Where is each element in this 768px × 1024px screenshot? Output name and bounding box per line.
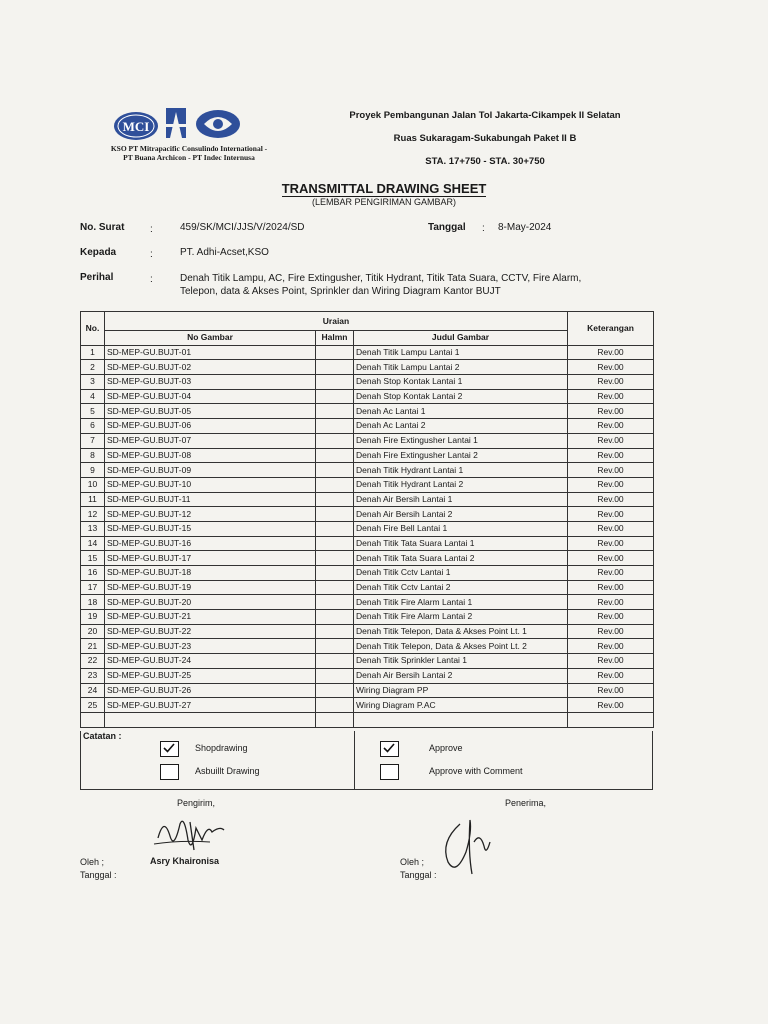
checkmark-icon bbox=[383, 743, 395, 753]
row-number: 9 bbox=[81, 463, 105, 478]
halmn-cell bbox=[316, 404, 354, 419]
catatan-label: Catatan : bbox=[83, 731, 122, 741]
table-row bbox=[81, 507, 654, 522]
drawing-code: SD-MEP-GU.BUJT-04 bbox=[105, 389, 316, 404]
halmn-cell bbox=[316, 360, 354, 375]
drawing-title: Denah Titik Fire Alarm Lantai 1 bbox=[354, 595, 568, 610]
table-row bbox=[81, 639, 654, 654]
revision: Rev.00 bbox=[568, 610, 654, 625]
halmn-cell bbox=[316, 419, 354, 434]
mci-logo-text: MCI bbox=[122, 119, 150, 134]
row-number: 12 bbox=[81, 507, 105, 522]
shopdrawing-checkbox[interactable] bbox=[160, 741, 179, 757]
revision: Rev.00 bbox=[568, 698, 654, 713]
halmn-cell bbox=[316, 492, 354, 507]
table-row bbox=[81, 463, 654, 478]
perihal-value bbox=[180, 272, 610, 298]
revision: Rev.00 bbox=[568, 448, 654, 463]
sender-signature bbox=[150, 810, 240, 860]
drawing-title: Denah Fire Bell Lantai 1 bbox=[354, 521, 568, 536]
halmn-cell bbox=[316, 654, 354, 669]
revision: Rev.00 bbox=[568, 521, 654, 536]
notes-section bbox=[80, 731, 653, 790]
revision: Rev.00 bbox=[568, 507, 654, 522]
halmn-cell bbox=[316, 551, 354, 566]
row-number: 22 bbox=[81, 654, 105, 669]
drawing-code: SD-MEP-GU.BUJT-05 bbox=[105, 404, 316, 419]
pengirim-label: Pengirim, bbox=[177, 798, 216, 808]
drawing-title: Denah Stop Kontak Lantai 2 bbox=[354, 389, 568, 404]
drawing-title: Denah Stop Kontak Lantai 1 bbox=[354, 375, 568, 390]
revision: Rev.00 bbox=[568, 360, 654, 375]
halmn-cell bbox=[316, 536, 354, 551]
halmn-cell bbox=[316, 375, 354, 390]
halmn-cell bbox=[316, 433, 354, 448]
empty-cell bbox=[81, 712, 105, 727]
empty-cell bbox=[568, 712, 654, 727]
table-row bbox=[81, 566, 654, 581]
table-row bbox=[81, 389, 654, 404]
asbuilt-label: Asbuillt Drawing bbox=[195, 766, 260, 776]
no-surat-value: 459/SK/MCI/JJS/V/2024/SD bbox=[180, 222, 305, 233]
revision: Rev.00 bbox=[568, 566, 654, 581]
revision: Rev.00 bbox=[568, 668, 654, 683]
drawing-title: Denah Air Bersih Lantai 2 bbox=[354, 507, 568, 522]
row-number: 4 bbox=[81, 389, 105, 404]
revision: Rev.00 bbox=[568, 389, 654, 404]
header-no-gambar: No Gambar bbox=[105, 331, 316, 346]
row-number: 23 bbox=[81, 668, 105, 683]
table-row bbox=[81, 404, 654, 419]
revision: Rev.00 bbox=[568, 639, 654, 654]
row-number: 18 bbox=[81, 595, 105, 610]
revision: Rev.00 bbox=[568, 375, 654, 390]
drawing-title: Denah Titik Fire Alarm Lantai 2 bbox=[354, 610, 568, 625]
header-keterangan: Keterangan bbox=[568, 312, 654, 346]
kepada-label: Kepada bbox=[80, 247, 117, 258]
row-number: 7 bbox=[81, 433, 105, 448]
oleh-label-right: Oleh ; bbox=[400, 857, 425, 867]
row-number: 1 bbox=[81, 345, 105, 360]
table-row bbox=[81, 698, 654, 713]
table-row bbox=[81, 580, 654, 595]
penerima-label: Penerima, bbox=[505, 798, 547, 808]
table-row bbox=[81, 433, 654, 448]
tanggal-value: 8-May-2024 bbox=[498, 222, 552, 233]
drawing-code: SD-MEP-GU.BUJT-25 bbox=[105, 668, 316, 683]
perihal-line-1: Denah Titik Lampu, AC, Fire Extingusher, Titik Hydrant, Titik Tata Suara, CCTV, Fire Alarm, bbox=[180, 273, 582, 284]
halmn-cell bbox=[316, 668, 354, 683]
colon: : bbox=[150, 274, 153, 285]
halmn-cell bbox=[316, 521, 354, 536]
halmn-cell bbox=[316, 345, 354, 360]
checkmark-icon bbox=[163, 743, 175, 753]
drawing-code: SD-MEP-GU.BUJT-02 bbox=[105, 360, 316, 375]
table-row bbox=[81, 536, 654, 551]
drawing-code: SD-MEP-GU.BUJT-26 bbox=[105, 683, 316, 698]
halmn-cell bbox=[316, 448, 354, 463]
drawing-title: Denah Air Bersih Lantai 1 bbox=[354, 492, 568, 507]
row-number: 13 bbox=[81, 521, 105, 536]
drawing-title: Denah Fire Extingusher Lantai 1 bbox=[354, 433, 568, 448]
drawing-title: Denah Titik Telepon, Data & Akses Point Lt. 1 bbox=[354, 624, 568, 639]
page-title: TRANSMITTAL DRAWING SHEET bbox=[281, 181, 487, 196]
notes-divider bbox=[354, 731, 355, 789]
colon: : bbox=[150, 249, 153, 260]
drawing-title: Denah Titik Hydrant Lantai 2 bbox=[354, 477, 568, 492]
header-halmn: Halmn bbox=[316, 331, 354, 346]
row-number: 25 bbox=[81, 698, 105, 713]
drawing-code: SD-MEP-GU.BUJT-22 bbox=[105, 624, 316, 639]
approve-label: Approve bbox=[429, 743, 463, 753]
table-row-empty bbox=[81, 712, 654, 727]
table-row bbox=[81, 624, 654, 639]
row-number: 24 bbox=[81, 683, 105, 698]
drawing-code: SD-MEP-GU.BUJT-01 bbox=[105, 345, 316, 360]
tanggal-label: Tanggal bbox=[428, 222, 466, 233]
table-row bbox=[81, 360, 654, 375]
drawing-title: Denah Titik Hydrant Lantai 1 bbox=[354, 463, 568, 478]
halmn-cell bbox=[316, 580, 354, 595]
drawing-title: Denah Titik Cctv Lantai 2 bbox=[354, 580, 568, 595]
table-row bbox=[81, 448, 654, 463]
drawing-code: SD-MEP-GU.BUJT-09 bbox=[105, 463, 316, 478]
org-name bbox=[84, 144, 294, 162]
drawing-code: SD-MEP-GU.BUJT-20 bbox=[105, 595, 316, 610]
drawing-code: SD-MEP-GU.BUJT-12 bbox=[105, 507, 316, 522]
revision: Rev.00 bbox=[568, 463, 654, 478]
drawing-code: SD-MEP-GU.BUJT-23 bbox=[105, 639, 316, 654]
row-number: 21 bbox=[81, 639, 105, 654]
drawing-code: SD-MEP-GU.BUJT-08 bbox=[105, 448, 316, 463]
drawing-title: Denah Air Bersih Lantai 2 bbox=[354, 668, 568, 683]
kepada-value: PT. Adhi-Acset,KSO bbox=[180, 247, 269, 258]
table-row bbox=[81, 419, 654, 434]
drawing-title: Wiring Diagram P.AC bbox=[354, 698, 568, 713]
revision: Rev.00 bbox=[568, 551, 654, 566]
revision: Rev.00 bbox=[568, 345, 654, 360]
revision: Rev.00 bbox=[568, 580, 654, 595]
table-row bbox=[81, 610, 654, 625]
revision: Rev.00 bbox=[568, 595, 654, 610]
empty-cell bbox=[354, 712, 568, 727]
revision: Rev.00 bbox=[568, 419, 654, 434]
table-row bbox=[81, 595, 654, 610]
drawing-code: SD-MEP-GU.BUJT-19 bbox=[105, 580, 316, 595]
revision: Rev.00 bbox=[568, 492, 654, 507]
drawing-code: SD-MEP-GU.BUJT-07 bbox=[105, 433, 316, 448]
drawing-code: SD-MEP-GU.BUJT-24 bbox=[105, 654, 316, 669]
row-number: 16 bbox=[81, 566, 105, 581]
row-number: 11 bbox=[81, 492, 105, 507]
table-row bbox=[81, 345, 654, 360]
colon: : bbox=[482, 223, 485, 234]
empty-cell bbox=[105, 712, 316, 727]
drawing-title: Denah Titik Cctv Lantai 1 bbox=[354, 566, 568, 581]
halmn-cell bbox=[316, 507, 354, 522]
drawing-code: SD-MEP-GU.BUJT-18 bbox=[105, 566, 316, 581]
approve-checkbox[interactable] bbox=[380, 741, 399, 757]
drawing-code: SD-MEP-GU.BUJT-17 bbox=[105, 551, 316, 566]
revision: Rev.00 bbox=[568, 433, 654, 448]
asbuilt-checkbox[interactable] bbox=[160, 764, 179, 780]
row-number: 20 bbox=[81, 624, 105, 639]
table-row bbox=[81, 521, 654, 536]
header-judul-gambar: Judul Gambar bbox=[354, 331, 568, 346]
no-surat-label: No. Surat bbox=[80, 222, 125, 233]
project-section: Ruas Sukaragam-Sukabungah Paket II B bbox=[393, 133, 577, 144]
drawing-code: SD-MEP-GU.BUJT-21 bbox=[105, 610, 316, 625]
row-number: 3 bbox=[81, 375, 105, 390]
drawing-title: Denah Ac Lantai 2 bbox=[354, 419, 568, 434]
halmn-cell bbox=[316, 610, 354, 625]
halmn-cell bbox=[316, 477, 354, 492]
approve-comment-checkbox[interactable] bbox=[380, 764, 399, 780]
table-row bbox=[81, 551, 654, 566]
perihal-label: Perihal bbox=[80, 272, 114, 283]
halmn-cell bbox=[316, 683, 354, 698]
org-line-1: KSO PT Mitrapacific Consulindo International - bbox=[110, 144, 268, 153]
halmn-cell bbox=[316, 595, 354, 610]
row-number: 6 bbox=[81, 419, 105, 434]
table-row bbox=[81, 668, 654, 683]
colon: : bbox=[150, 224, 153, 235]
drawing-title: Denah Titik Tata Suara Lantai 1 bbox=[354, 536, 568, 551]
project-station: STA. 17+750 - STA. 30+750 bbox=[425, 156, 545, 167]
receiver-signature bbox=[430, 812, 500, 882]
header-no: No. bbox=[81, 312, 105, 346]
drawing-title: Denah Fire Extingusher Lantai 2 bbox=[354, 448, 568, 463]
buana-logo-icon bbox=[166, 108, 186, 138]
drawing-code: SD-MEP-GU.BUJT-27 bbox=[105, 698, 316, 713]
table-row bbox=[81, 492, 654, 507]
drawing-title: Denah Titik Lampu Lantai 2 bbox=[354, 360, 568, 375]
shopdrawing-label: Shopdrawing bbox=[195, 743, 248, 753]
drawing-title: Wiring Diagram PP bbox=[354, 683, 568, 698]
drawing-title: Denah Titik Tata Suara Lantai 2 bbox=[354, 551, 568, 566]
halmn-cell bbox=[316, 698, 354, 713]
revision: Rev.00 bbox=[568, 683, 654, 698]
row-number: 15 bbox=[81, 551, 105, 566]
perihal-line-2: Telepon, data & Akses Point, Sprinkler dan Wiring Diagram Kantor BUJT bbox=[180, 286, 501, 297]
row-number: 10 bbox=[81, 477, 105, 492]
drawing-code: SD-MEP-GU.BUJT-10 bbox=[105, 477, 316, 492]
row-number: 14 bbox=[81, 536, 105, 551]
page-subtitle: (LEMBAR PENGIRIMAN GAMBAR) bbox=[311, 197, 457, 207]
halmn-cell bbox=[316, 389, 354, 404]
row-number: 19 bbox=[81, 610, 105, 625]
halmn-cell bbox=[316, 566, 354, 581]
drawing-code: SD-MEP-GU.BUJT-06 bbox=[105, 419, 316, 434]
revision: Rev.00 bbox=[568, 654, 654, 669]
drawing-title: Denah Titik Sprinkler Lantai 1 bbox=[354, 654, 568, 669]
drawing-code: SD-MEP-GU.BUJT-03 bbox=[105, 375, 316, 390]
drawing-code: SD-MEP-GU.BUJT-11 bbox=[105, 492, 316, 507]
row-number: 8 bbox=[81, 448, 105, 463]
drawing-title: Denah Titik Telepon, Data & Akses Point Lt. 2 bbox=[354, 639, 568, 654]
table-row bbox=[81, 477, 654, 492]
drawing-code: SD-MEP-GU.BUJT-15 bbox=[105, 521, 316, 536]
drawing-title: Denah Ac Lantai 1 bbox=[354, 404, 568, 419]
table-row bbox=[81, 375, 654, 390]
empty-cell bbox=[316, 712, 354, 727]
oleh-label: Oleh ; bbox=[80, 857, 105, 867]
revision: Rev.00 bbox=[568, 404, 654, 419]
revision: Rev.00 bbox=[568, 477, 654, 492]
row-number: 2 bbox=[81, 360, 105, 375]
row-number: 5 bbox=[81, 404, 105, 419]
table-row bbox=[81, 654, 654, 669]
drawing-title: Denah Titik Lampu Lantai 1 bbox=[354, 345, 568, 360]
indec-logo-icon bbox=[196, 110, 240, 138]
drawing-table bbox=[80, 311, 654, 728]
revision: Rev.00 bbox=[568, 624, 654, 639]
tanggal-sign-label: Tanggal : bbox=[80, 870, 117, 880]
drawing-code: SD-MEP-GU.BUJT-16 bbox=[105, 536, 316, 551]
org-line-2: PT Buana Archicon - PT Indec Internusa bbox=[123, 153, 255, 162]
project-name: Proyek Pembangunan Jalan Tol Jakarta-Cikampek II Selatan bbox=[349, 110, 621, 121]
approve-comment-label: Approve with Comment bbox=[429, 766, 523, 776]
row-number: 17 bbox=[81, 580, 105, 595]
table-row bbox=[81, 683, 654, 698]
halmn-cell bbox=[316, 624, 354, 639]
revision: Rev.00 bbox=[568, 536, 654, 551]
halmn-cell bbox=[316, 463, 354, 478]
tanggal-sign-label-right: Tanggal : bbox=[400, 870, 437, 880]
halmn-cell bbox=[316, 639, 354, 654]
sender-name: Asry Khaironisa bbox=[150, 856, 220, 866]
header-uraian: Uraian bbox=[105, 312, 568, 331]
table-body bbox=[81, 345, 654, 727]
